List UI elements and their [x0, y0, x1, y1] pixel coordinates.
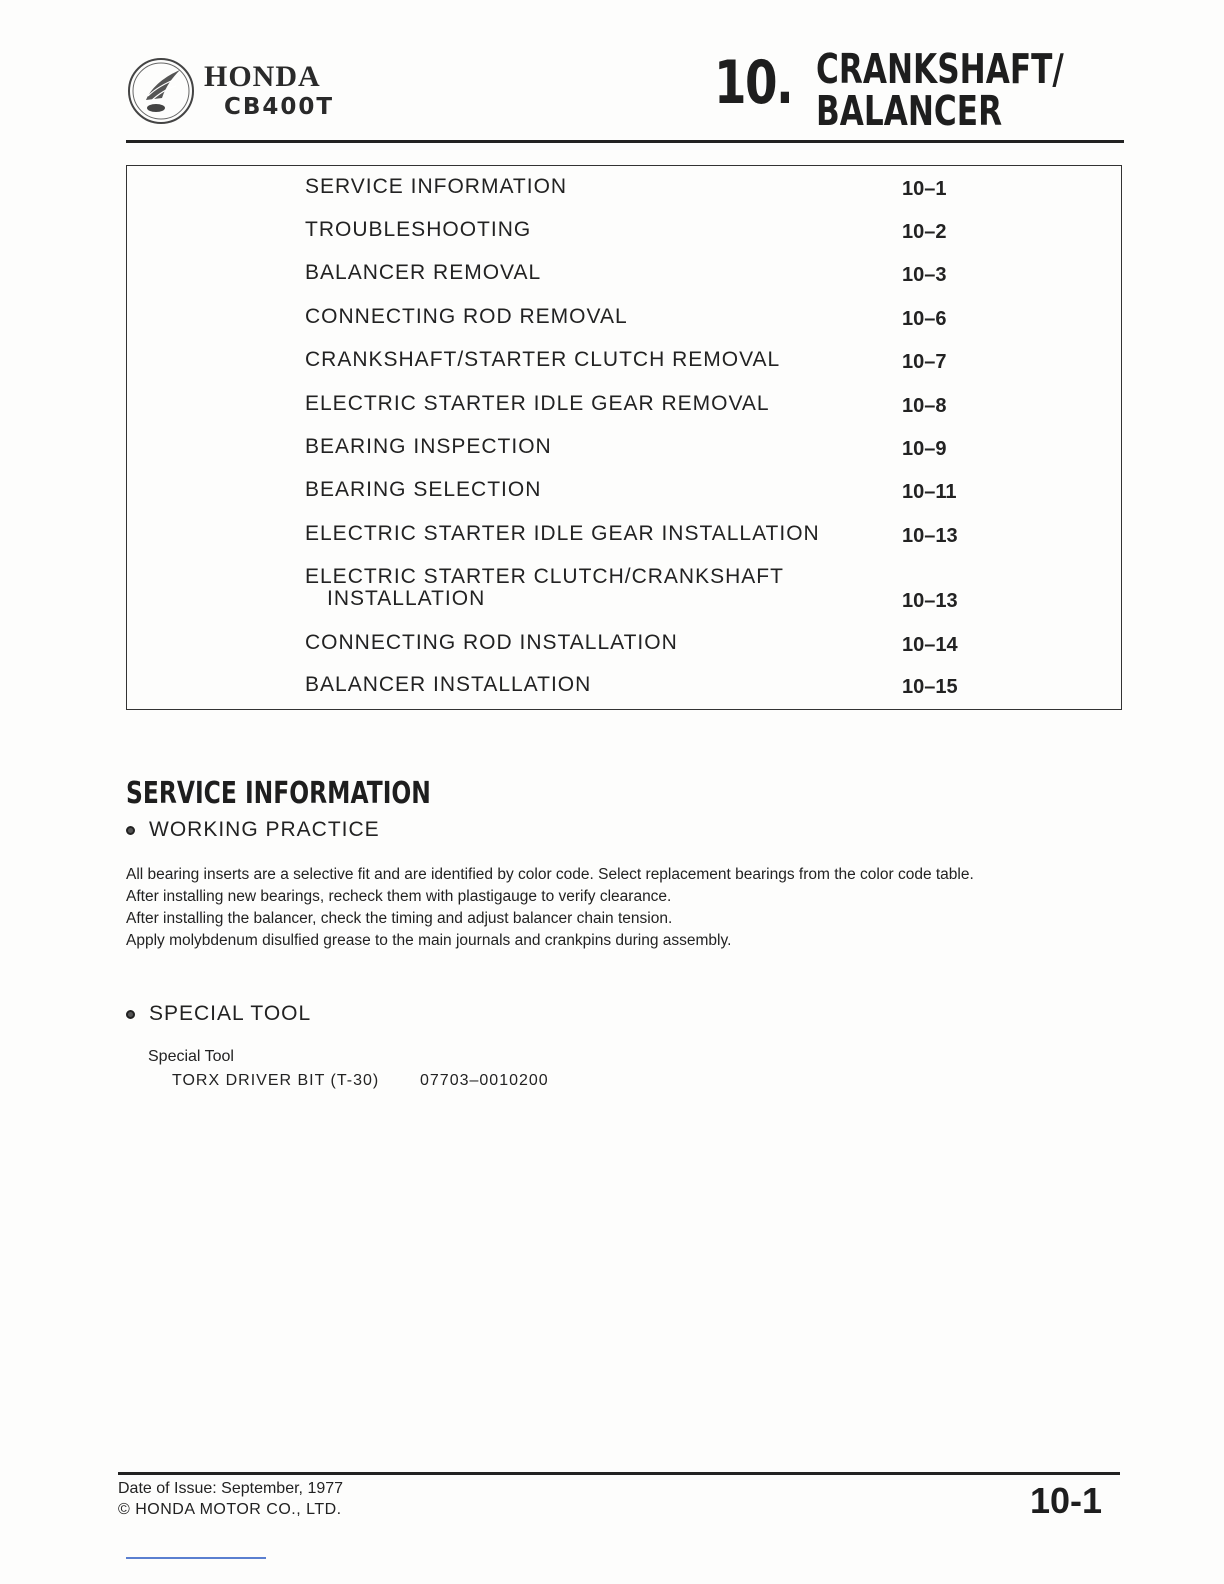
toc-entry-label-line: BEARING INSPECTION [305, 435, 552, 458]
page-number: 10-1 [1030, 1480, 1103, 1521]
special-tool-caption: Special Tool [148, 1048, 234, 1065]
toc-entry-page: 10–9 [902, 438, 947, 460]
toc-entry-label-line: ELECTRIC STARTER IDLE GEAR REMOVAL [305, 392, 770, 415]
paragraph-line: All bearing inserts are a selective fit and are identified by color code. Select replacement bearings from the color code table. [126, 866, 974, 883]
toc-entry-label [305, 674, 591, 696]
section-heading: SERVICE INFORMATION [126, 776, 431, 811]
special-tool-heading [126, 1002, 311, 1026]
toc-entry-label [305, 523, 820, 545]
toc-entry-label [305, 349, 780, 371]
toc-entry-page: 10–1 [902, 178, 947, 200]
toc-entry-label [305, 176, 567, 198]
toc-entry-page: 10–3 [902, 264, 947, 286]
copyright-notice: © HONDA MOTOR CO., LTD. [118, 1501, 342, 1518]
toc-entry-page: 10–6 [902, 308, 947, 330]
chapter-title-line-2: BALANCER [816, 87, 1003, 135]
page-header [126, 45, 1124, 144]
working-practice-label: WORKING PRACTICE [149, 818, 380, 841]
chapter-title-line-1: CRANKSHAFT/ [816, 45, 1064, 93]
chapter-number: 10. [714, 48, 793, 118]
toc-entry-label [305, 479, 541, 501]
toc-entry-label-line: SERVICE INFORMATION [305, 175, 568, 198]
toc-entry-label-line: ELECTRIC STARTER CLUTCH/CRANKSHAFT [305, 565, 784, 588]
tool-part-number: 07703–0010200 [420, 1072, 549, 1089]
toc-entry-label-line: BALANCER INSTALLATION [305, 673, 592, 696]
toc-entry-label-line: CONNECTING ROD REMOVAL [305, 305, 628, 328]
toc-entry-label-line: CRANKSHAFT/STARTER CLUTCH REMOVAL [305, 348, 781, 371]
toc-entry-label-line: ELECTRIC STARTER IDLE GEAR INSTALLATION [305, 522, 820, 545]
date-of-issue: Date of Issue: September, 1977 [118, 1480, 344, 1497]
header-rule [126, 140, 1124, 143]
toc-entry-page: 10–13 [902, 525, 958, 547]
toc-entry-label-line: INSTALLATION [327, 587, 486, 610]
special-tool-row [172, 1072, 549, 1090]
toc-entry-page: 10–11 [902, 481, 957, 503]
paragraph-line: After installing new bearings, recheck them with plastigauge to verify clearance. [126, 888, 672, 905]
toc-entry-label-line: CONNECTING ROD INSTALLATION [305, 631, 678, 654]
special-tool-label: SPECIAL TOOL [149, 1002, 312, 1025]
toc-entry-page: 10–13 [902, 590, 958, 612]
toc-entry-page: 10–2 [902, 221, 947, 243]
toc-entry-label [305, 219, 531, 241]
table-of-contents [126, 165, 1122, 710]
chapter-title [816, 45, 1064, 135]
bullet-icon [126, 826, 135, 835]
toc-entry-label [305, 262, 541, 284]
toc-entry-label [305, 436, 552, 458]
paragraph-line: After installing the balancer, check the timing and adjust balancer chain tension. [126, 910, 673, 927]
toc-entry-label [305, 306, 628, 328]
toc-entry-label [305, 393, 770, 415]
brand-name: HONDA [204, 60, 321, 93]
footer-rule [118, 1472, 1120, 1475]
honda-wing-emblem-icon [126, 56, 196, 126]
bullet-icon [126, 1010, 135, 1019]
toc-entry-label [305, 632, 678, 654]
toc-entry-page: 10–8 [902, 395, 947, 417]
toc-entry-label [305, 566, 784, 610]
toc-entry-page: 10–15 [902, 676, 958, 698]
tool-name: TORX DRIVER BIT (T-30) [172, 1072, 380, 1089]
working-practice-text [126, 864, 1126, 952]
toc-entry-label-line: BALANCER REMOVAL [305, 261, 542, 284]
paragraph-line: Apply molybdenum disulfied grease to the main journals and crankpins during assembly. [126, 932, 732, 949]
toc-entry-page: 10–14 [902, 634, 958, 656]
model-name: CB400T [224, 94, 335, 120]
toc-entry-label-line: TROUBLESHOOTING [305, 218, 532, 241]
bottom-divider [126, 1557, 266, 1559]
toc-entry-label-line: BEARING SELECTION [305, 478, 542, 501]
toc-entry-page: 10–7 [902, 351, 947, 373]
working-practice-heading [126, 818, 380, 842]
